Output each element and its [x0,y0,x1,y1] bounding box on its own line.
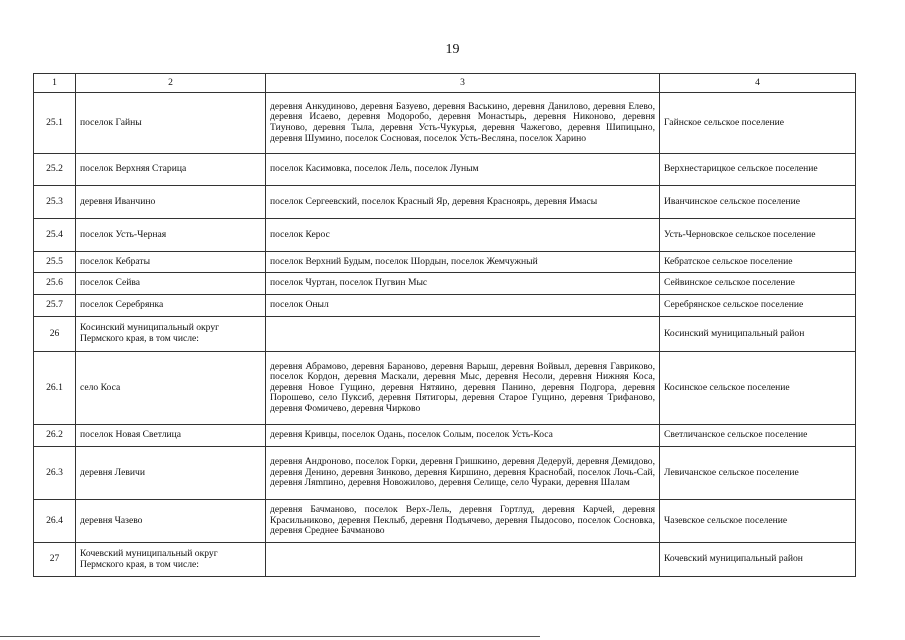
center-name: деревня Чазево [76,500,266,543]
center-name: Кочевский муниципальный округ Пермского края, в том числе: [76,543,266,577]
villages-list: поселок Оныл [266,295,660,317]
center-name: поселок Сейва [76,273,266,295]
table-row [34,186,856,219]
center-name: Косинский муниципальный округ Пермского края, в том числе: [76,317,266,352]
settlement-name: Левичанское сельское поселение [660,447,856,500]
table-row [34,273,856,295]
villages-list: деревня Анкудиново, деревня Базуево, деревня Васькино, деревня Данилово, деревня Елево, деревня Исаево, деревня Модоробо, деревня Монастырь, деревня Никоново, деревня Тиуново, деревня Тыла, деревня Усть-Чукурья, деревня Чажегово, деревня Шипицыно, деревня Шумино, поселок Сосновая, поселок Усть-Весляна, поселок Харино [266,93,660,154]
settlement-name: Косинское сельское поселение [660,352,856,425]
settlement-name: Верхнестарицкое сельское поселение [660,154,856,186]
row-number: 25.2 [34,154,76,186]
center-name: деревня Иванчино [76,186,266,219]
table-row [34,93,856,154]
table-header-row [34,74,856,93]
row-number: 25.7 [34,295,76,317]
scan-edge-line [0,636,540,637]
row-number: 26.1 [34,352,76,425]
table-row [34,425,856,447]
settlement-name: Кебратское сельское поселение [660,252,856,273]
table-row [34,252,856,273]
villages-list: поселок Верхний Будым, поселок Шордын, поселок Жемчужный [266,252,660,273]
settlement-name: Кочевский муниципальный район [660,543,856,577]
center-name: деревня Левичи [76,447,266,500]
settlement-name: Усть-Черновское сельское поселение [660,219,856,252]
settlement-name: Светличанское сельское поселение [660,425,856,447]
table-row [34,219,856,252]
column-header: 2 [76,74,266,93]
villages-list: поселок Касимовка, поселок Лель, поселок Луным [266,154,660,186]
column-header: 3 [266,74,660,93]
center-name: поселок Серебрянка [76,295,266,317]
settlement-name: Иванчинское сельское поселение [660,186,856,219]
villages-list: деревня Абрамово, деревня Бараново, деревня Варыш, деревня Войвыл, деревня Гавриково, поселок Кордон, деревня Маскали, деревня Мыс, деревня Несоли, деревня Нижняя Коса, деревня Новое Гущино, деревня Нятяино, деревня Панино, деревня Подгора, деревня Порошево, село Пуксиб, деревня Пятигоры, деревня Старое Гущино, деревня Трифаново, деревня Фомичево, деревня Чирково [266,352,660,425]
column-header: 4 [660,74,856,93]
villages-list: деревня Бачманово, поселок Верх-Лель, деревня Гортлуд, деревня Карчей, деревня Красильниково, деревня Пеклыб, деревня Подъячево, деревня Пыдосово, поселок Сосновка, деревня Среднее Бачманово [266,500,660,543]
row-number: 26.3 [34,447,76,500]
row-number: 25.5 [34,252,76,273]
row-number: 26.2 [34,425,76,447]
row-number: 26 [34,317,76,352]
settlement-name: Гайнское сельское поселение [660,93,856,154]
center-name: поселок Усть-Черная [76,219,266,252]
center-name: поселок Кебраты [76,252,266,273]
table-row [34,543,856,577]
villages-list [266,543,660,577]
table-row [34,154,856,186]
villages-list: поселок Сергеевский, поселок Красный Яр, деревня Красноярь, деревня Имасы [266,186,660,219]
villages-list: деревня Кривцы, поселок Одань, поселок Солым, поселок Усть-Коса [266,425,660,447]
settlement-name: Чазевское сельское поселение [660,500,856,543]
villages-list [266,317,660,352]
villages-list: поселок Чуртан, поселок Пугвин Мыс [266,273,660,295]
center-name: поселок Новая Светлица [76,425,266,447]
settlement-name: Серебрянское сельское поселение [660,295,856,317]
center-name: село Коса [76,352,266,425]
settlement-name: Косинский муниципальный район [660,317,856,352]
table-row [34,295,856,317]
table-row [34,447,856,500]
column-header: 1 [34,74,76,93]
table-row [34,317,856,352]
villages-list: деревня Андроново, поселок Горки, деревня Гришкино, деревня Дедеруй, деревня Демидово, деревня Денино, деревня Зинково, деревня Киршино, деревня Краснобай, поселок Лочь-Сай, деревня Ляmпино, деревня Новожилово, деревня Селище, село Чураки, деревня Шалам [266,447,660,500]
page-number: 19 [445,42,460,57]
table-row [34,500,856,543]
row-number: 26.4 [34,500,76,543]
settlement-name: Сейвинское сельское поселение [660,273,856,295]
row-number: 25.4 [34,219,76,252]
center-name: поселок Гайны [76,93,266,154]
row-number: 25.3 [34,186,76,219]
row-number: 25.6 [34,273,76,295]
table-row [34,352,856,425]
center-name: поселок Верхняя Старица [76,154,266,186]
settlements-table [33,73,856,577]
villages-list: поселок Керос [266,219,660,252]
row-number: 27 [34,543,76,577]
row-number: 25.1 [34,93,76,154]
